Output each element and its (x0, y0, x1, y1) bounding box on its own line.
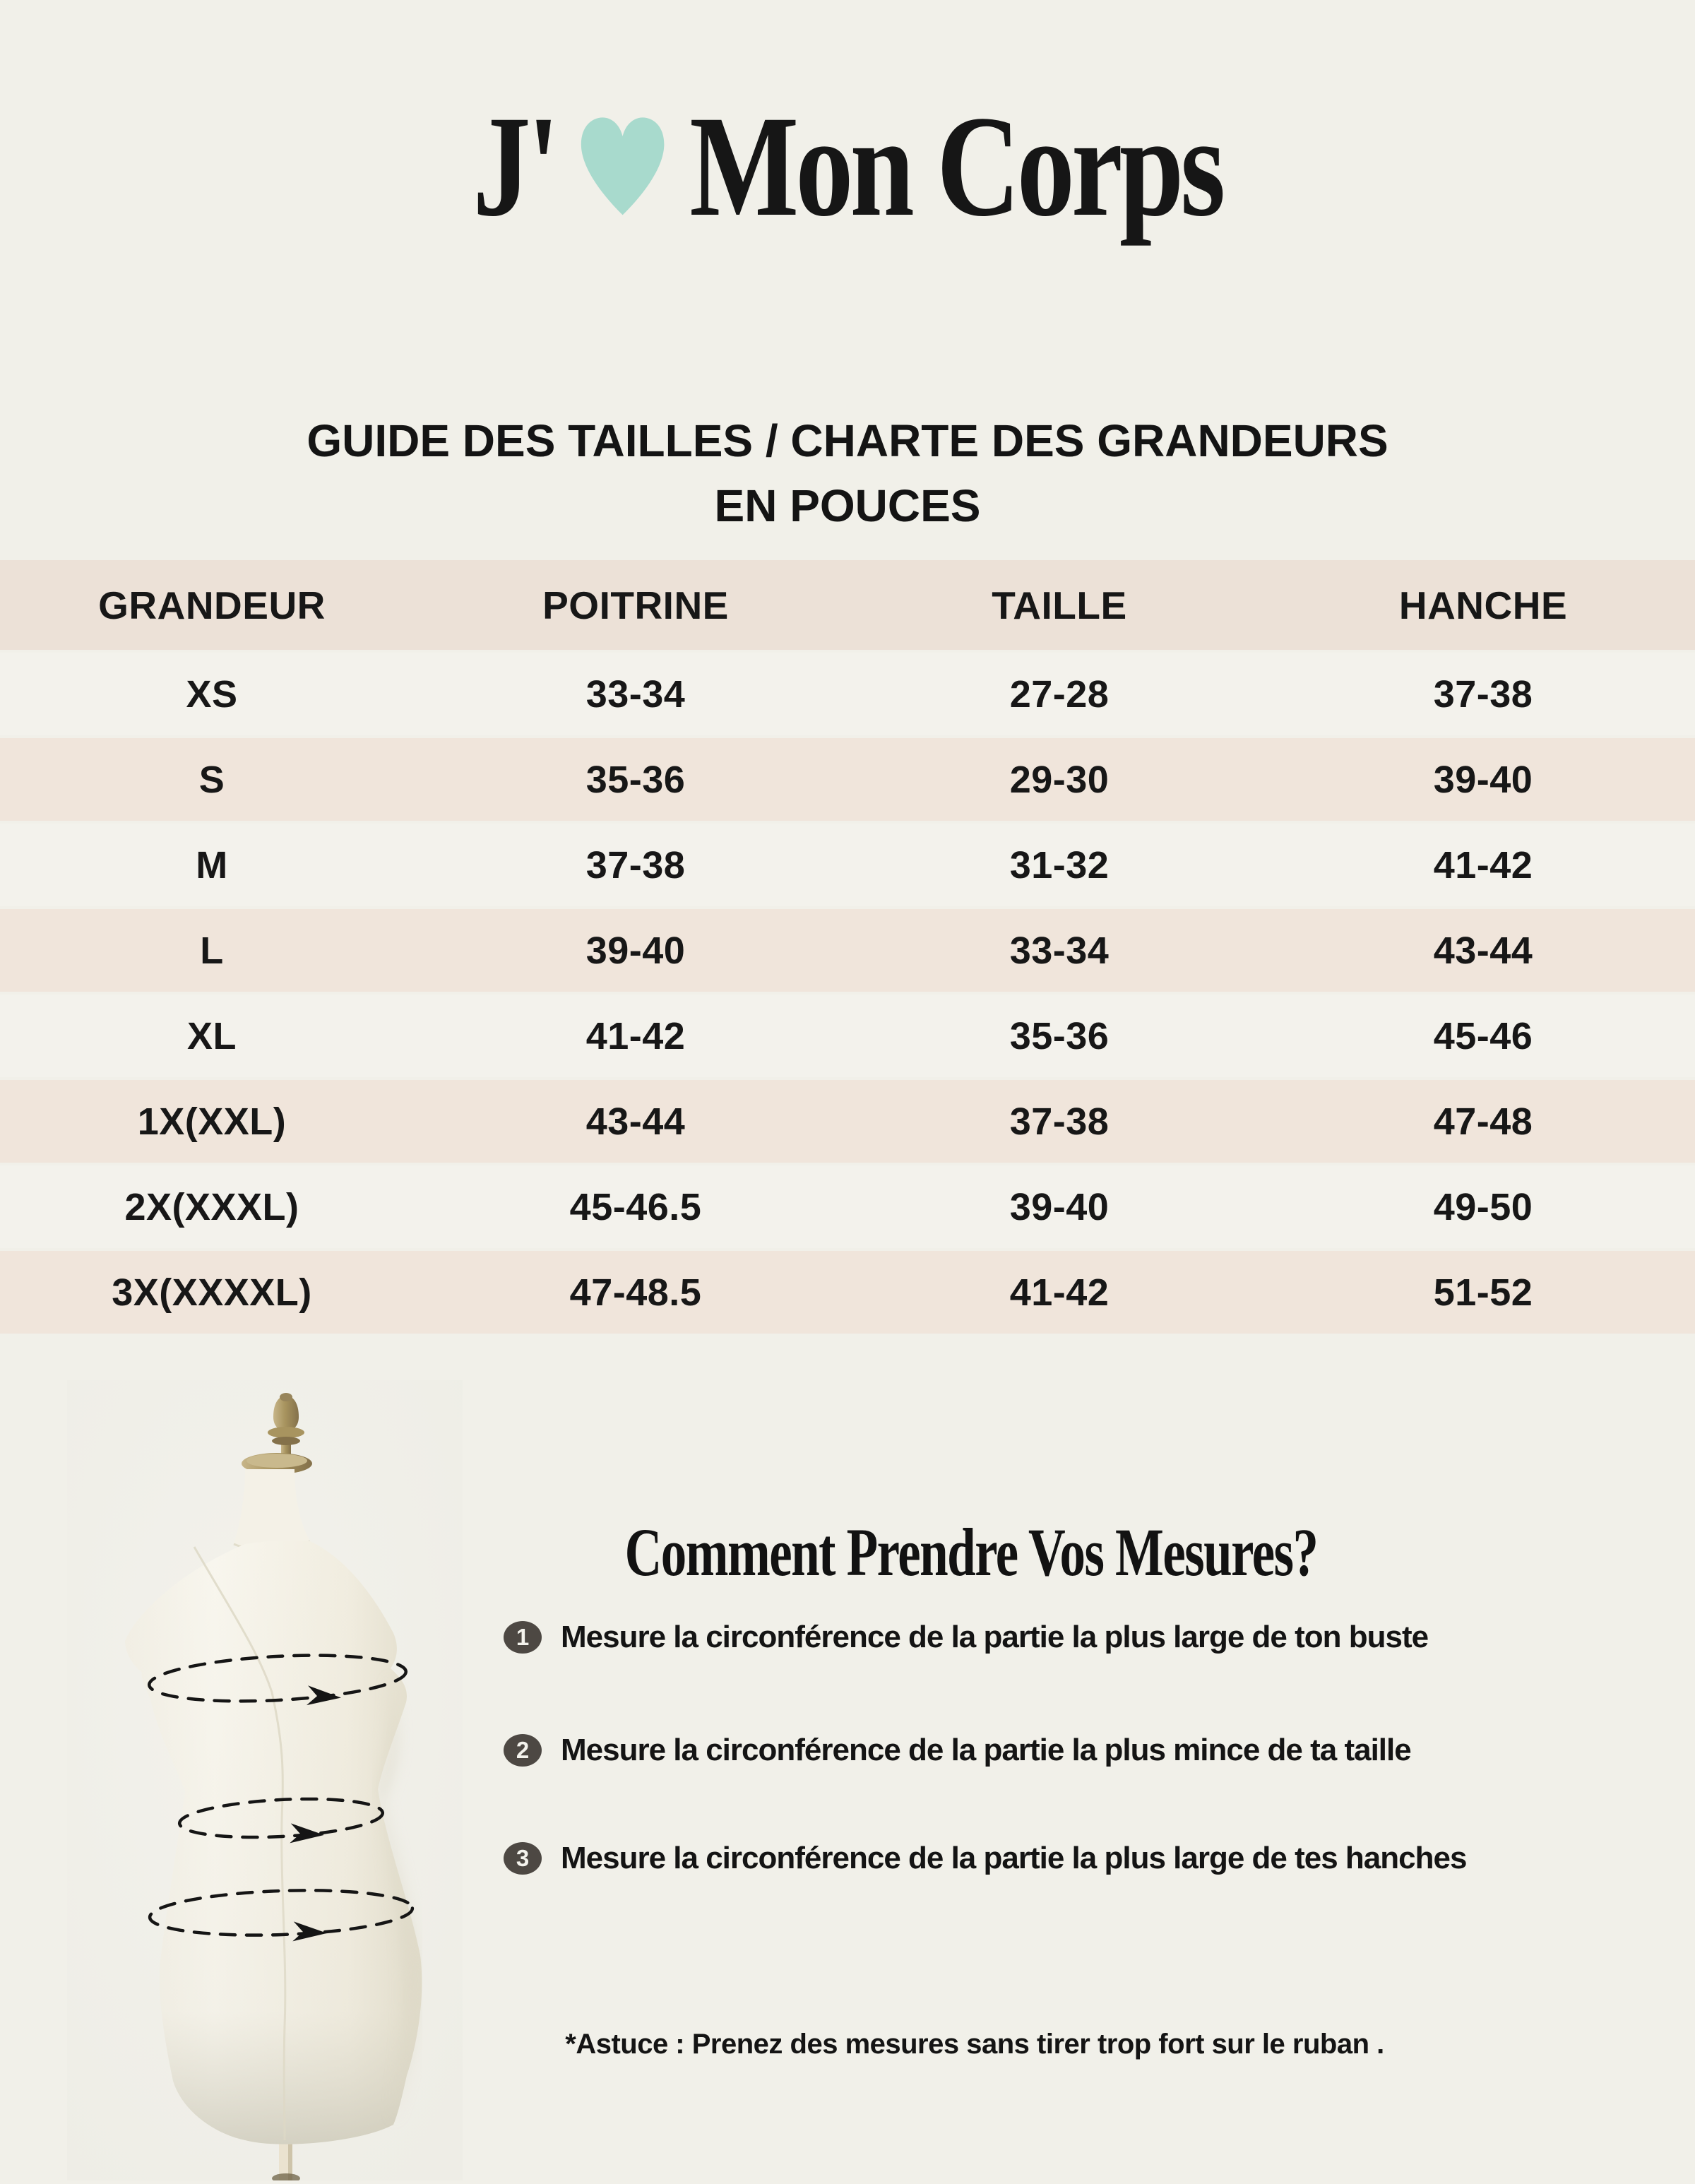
hip-cell: 47-48 (1271, 1080, 1695, 1163)
size-cell: S (0, 738, 424, 821)
step-1-number-badge: 1 (504, 1621, 542, 1654)
step-1-text: Mesure la circonférence de la partie la plus large de ton buste (561, 1620, 1429, 1654)
column-header-hanche: HANCHE (1271, 560, 1695, 650)
waist-cell: 27-28 (848, 653, 1271, 735)
size-chart-table (0, 557, 1695, 1336)
brand-logo (170, 83, 1526, 250)
table-row (0, 1165, 1695, 1248)
table-row (0, 824, 1695, 906)
size-cell: XS (0, 653, 424, 735)
waist-cell: 41-42 (848, 1251, 1271, 1334)
bust-cell: 33-34 (424, 653, 848, 735)
bust-cell: 37-38 (424, 824, 848, 906)
size-cell: L (0, 909, 424, 992)
page-title-line1: GUIDE DES TAILLES / CHARTE DES GRANDEURS (307, 415, 1388, 466)
hip-cell: 39-40 (1271, 738, 1695, 821)
step-2-text: Mesure la circonférence de la partie la plus mince de ta taille (561, 1733, 1411, 1767)
waist-cell: 35-36 (848, 995, 1271, 1077)
measuring-tip: *Astuce : Prenez des mesures sans tirer trop fort sur le ruban . (565, 2029, 1384, 2060)
bust-cell: 39-40 (424, 909, 848, 992)
dress-form-illustration (67, 1376, 463, 2180)
column-header-grandeur: GRANDEUR (0, 560, 424, 650)
page-title (0, 408, 1695, 538)
waist-cell: 31-32 (848, 824, 1271, 906)
table-row (0, 1080, 1695, 1163)
table-header-row (0, 560, 1695, 650)
size-cell: M (0, 824, 424, 906)
waist-cell: 33-34 (848, 909, 1271, 992)
size-cell: XL (0, 995, 424, 1077)
size-cell: 1X(XXL) (0, 1080, 424, 1163)
table-row (0, 1251, 1695, 1334)
bust-cell: 35-36 (424, 738, 848, 821)
table-row (0, 995, 1695, 1077)
waist-cell: 37-38 (848, 1080, 1271, 1163)
table-row (0, 653, 1695, 735)
bust-cell: 41-42 (424, 995, 848, 1077)
measuring-heading: Comment Prendre Vos Mesures? (624, 1514, 1318, 1590)
bust-cell: 43-44 (424, 1080, 848, 1163)
step-3-text: Mesure la circonférence de la partie la plus large de tes hanches (561, 1841, 1467, 1875)
logo-text-post: Mon Corps (689, 86, 1223, 247)
waist-cell: 29-30 (848, 738, 1271, 821)
column-header-poitrine: POITRINE (424, 560, 848, 650)
waist-cell: 39-40 (848, 1165, 1271, 1248)
measuring-step-1 (504, 1616, 1428, 1658)
measuring-step-3 (504, 1837, 1466, 1880)
mannequin-image (67, 1376, 463, 2180)
logo-text-pre: J' (472, 86, 557, 247)
measuring-step-2 (504, 1729, 1411, 1771)
step-2-number-badge: 2 (504, 1734, 542, 1767)
step-3-number-badge: 3 (504, 1842, 542, 1875)
heart-icon (580, 85, 666, 252)
bust-cell: 47-48.5 (424, 1251, 848, 1334)
table-row (0, 738, 1695, 821)
hip-cell: 43-44 (1271, 909, 1695, 992)
bust-cell: 45-46.5 (424, 1165, 848, 1248)
hip-cell: 49-50 (1271, 1165, 1695, 1248)
hip-cell: 51-52 (1271, 1251, 1695, 1334)
hip-cell: 41-42 (1271, 824, 1695, 906)
hip-cell: 45-46 (1271, 995, 1695, 1077)
page-title-line2: EN POUCES (714, 480, 981, 531)
size-cell: 3X(XXXXL) (0, 1251, 424, 1334)
size-cell: 2X(XXXL) (0, 1165, 424, 1248)
hip-cell: 37-38 (1271, 653, 1695, 735)
column-header-taille: TAILLE (848, 560, 1271, 650)
table-row (0, 909, 1695, 992)
